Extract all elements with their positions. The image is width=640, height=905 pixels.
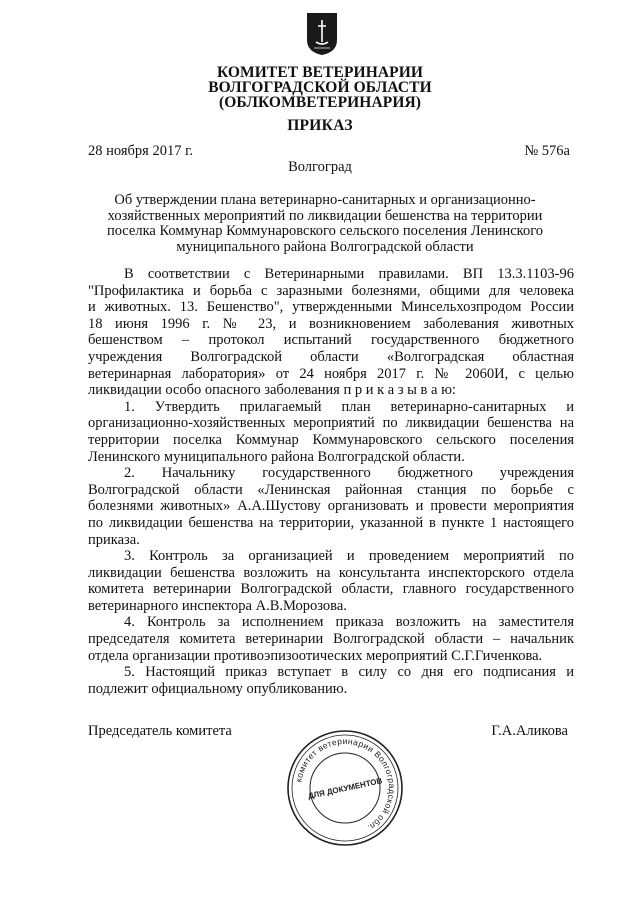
body-line: 18 июня 1996 г. № 23, и возникновением заболевания животных bbox=[88, 315, 574, 332]
body-line: Ленинского муниципального района Волгоградской области. bbox=[88, 448, 465, 465]
body-line: ветеринарная лаборатория» от 24 ноября 2017 г. № 2060И, с целью bbox=[88, 365, 574, 382]
body-line: председателя комитета ветеринарии Волгоградской области – начальник bbox=[88, 631, 574, 648]
signatory-position: Председатель комитета bbox=[88, 723, 232, 739]
body-line: комитета ветеринарии Волгоградской области, главного государственного bbox=[88, 581, 574, 598]
body-line: ветеринарного инспектора А.В.Морозова. bbox=[88, 597, 347, 614]
body-line: территории поселка Коммунар Коммунаровского сельского поселения bbox=[88, 431, 574, 448]
org-name-line-3: (ОБЛКОМВЕТЕРИНАРИЯ) bbox=[218, 94, 422, 111]
body-line: ликвидации бешенства возложить на консультанта инспекторского отдела bbox=[88, 564, 574, 581]
signatory-name: Г.А.Аликова bbox=[491, 723, 568, 739]
subject-line: Об утверждении плана ветеринарно-санитарных и организационно- bbox=[114, 192, 536, 208]
body-line: отдела организации противоэпизоотических мероприятий С.Г.Гиченкова. bbox=[88, 647, 543, 664]
subject-line: поселка Коммунар Коммунаровского сельского поселения Ленинского bbox=[106, 223, 544, 239]
body-line: 3. Контроль за организацией и проведением мероприятий по bbox=[124, 548, 574, 565]
body-line: "Профилактика и борьба с заразными болезнями, общими для человека bbox=[88, 282, 574, 299]
body-line: организационно-хозяйственных мероприятий по ликвидации бешенства на bbox=[88, 415, 574, 432]
official-stamp bbox=[285, 728, 405, 848]
subject-line: муниципального района Волгоградской области bbox=[176, 238, 474, 255]
org-name-line-2: ВОЛГОГРАДСКОЙ ОБЛАСТИ bbox=[208, 79, 432, 96]
stamp-center-text: ДЛЯ ДОКУМЕНТОВ bbox=[307, 776, 384, 801]
subject-line: хозяйственных мероприятий по ликвидации бешенства на территории bbox=[107, 207, 543, 224]
body-line: 5. Настоящий приказ вступает в силу со дня его подписания и bbox=[124, 664, 574, 681]
document-type-title: ПРИКАЗ bbox=[287, 117, 353, 134]
body-line: подлежит официальному опубликованию. bbox=[88, 680, 348, 697]
body-line: учреждения Волгоградской области «Волгоградская областная bbox=[88, 348, 574, 365]
body-line: по ликвидации бешенства на территории, указанной в пункте 1 настоящего bbox=[88, 514, 574, 531]
document-subject bbox=[90, 193, 560, 255]
body-line: ликвидации особо опасного заболевания п р и к а з ы в а ю: bbox=[88, 382, 456, 399]
document-number: № 576а bbox=[524, 143, 570, 159]
document-city: Волгоград bbox=[288, 159, 352, 175]
body-line: В соответствии с Ветеринарными правилами. ВП 13.3.1103-96 bbox=[124, 266, 574, 282]
body-line: Волгоградской области «Ленинская районная станция по борьбе с bbox=[88, 481, 574, 498]
body-line: и животных. 13. Бешенство", утвержденными Минсельхозпродом России bbox=[88, 299, 574, 316]
coat-of-arms-emblem bbox=[306, 12, 338, 56]
body-line: 1. Утвердить прилагаемый план ветеринарно-санитарных и bbox=[124, 398, 574, 415]
org-name-line-1: КОМИТЕТ ВЕТЕРИНАРИИ bbox=[216, 64, 424, 81]
body-line: 4. Контроль за исполнением приказа возложить на заместителя bbox=[124, 614, 574, 631]
body-line: бешенством – протокол испытаний государственного бюджетного bbox=[88, 332, 574, 349]
stamp-ring-text: комитет ветеринарии Волгоградской обл. bbox=[293, 735, 398, 834]
body-line: болезнями животных» А.А.Шустову организовать и провести мероприятия bbox=[88, 498, 574, 515]
document-body bbox=[88, 266, 574, 697]
document-date: 28 ноября 2017 г. bbox=[88, 143, 194, 159]
body-line: 2. Начальнику государственного бюджетного учреждения bbox=[124, 465, 574, 482]
body-line: приказа. bbox=[88, 531, 140, 548]
